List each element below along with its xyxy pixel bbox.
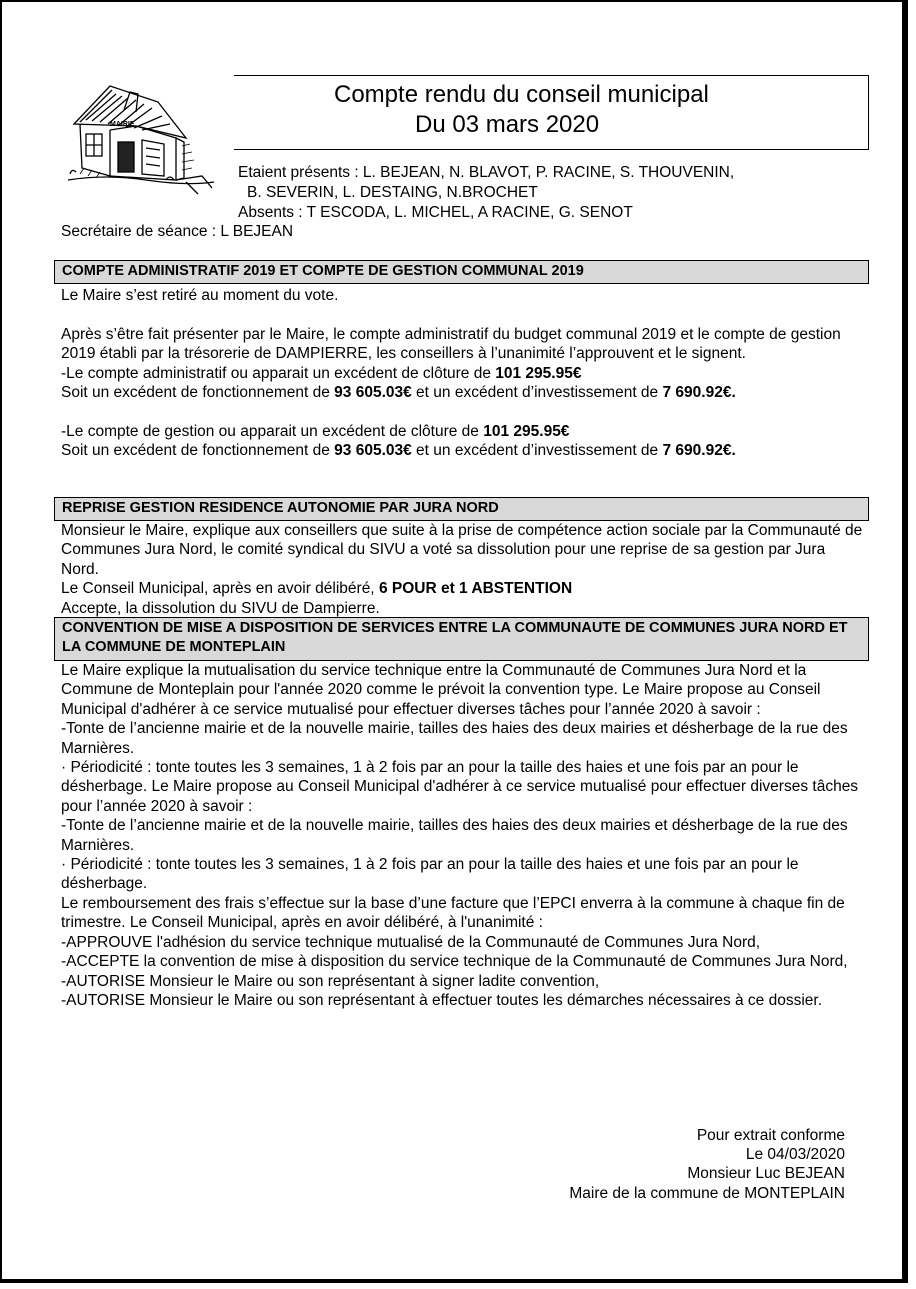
paragraph: -Le compte de gestion ou apparait un excédent de clôture de 101 295.95€ (61, 422, 570, 440)
svg-text:MAIRIE: MAIRIE (110, 121, 135, 128)
paragraph: Le Conseil Municipal, après en avoir délibéré, 6 POUR et 1 ABSTENTION (61, 580, 573, 598)
vote-result: 6 POUR et 1 ABSTENTION (378, 580, 573, 598)
amount: 101 295.95€ (483, 422, 570, 440)
mairie-logo (66, 76, 216, 198)
amount: 7 690.92€. (662, 442, 736, 460)
section-body-residence-autonomie (61, 521, 866, 618)
meeting-date: Du 03 mars 2020 (415, 111, 600, 138)
section-heading-compte-administratif: COMPTE ADMINISTRATIF 2019 ET COMPTE DE GESTION COMMUNAL 2019 (54, 260, 869, 284)
amount: 93 605.03€ (334, 442, 412, 460)
signature-date: Le 04/03/2020 (745, 1146, 845, 1164)
paragraph: Soit un excédent de fonctionnement de 93 605.03€ et un excédent d’investissement de 7 690.92€. (61, 442, 736, 460)
paragraph: Monsieur le Maire, explique aux conseillers que suite à la prise de compétence action sociale par la Communauté de Communes Jura Nord, le comité syndical du SIVU a voté sa dissolution pour une reprise de sa gestion par Jura Nord. (61, 522, 863, 578)
signatory-title: Maire de la commune de MONTEPLAIN (569, 1184, 845, 1202)
signature-line: Pour extrait conforme (696, 1127, 845, 1144)
paragraph: Le Maire explique la mutualisation du service technique entre la Communauté de Communes Jura Nord et la Commune de Monteplain pour l'année 2020 comme le prévoit la convention type. Le Maire propose au Conseil Municipal d'adhérer à ce service mutualisé pour effectuer diverses tâches pour l’année 2020 à savoir : (61, 662, 821, 718)
paragraph: -Tonte de l’ancienne mairie et de la nouvelle mairie, tailles des haies des deux mairies et désherbage de la rue des Marnières. (61, 817, 848, 854)
paragraph: Après s’être fait présenter par le Maire, le compte administratif du budget communal 2019 et le compte de gestion 2019 établi par la trésorerie de DAMPIERRE, les conseillers à l’unanimité l’approuvent et le signent. (61, 325, 841, 363)
paragraph: · Périodicité : tonte toutes les 3 semaines, 1 à 2 fois par an pour la taille des haies et une fois par an pour le désherbage. (61, 856, 799, 893)
paragraph: -APPROUVE l'adhésion du service technique mutualisé de la Communauté de Communes Jura Nord, (61, 933, 761, 951)
amount: 7 690.92€. (662, 384, 736, 402)
paragraph: Accepte, la dissolution du SIVU de Dampierre. (61, 599, 380, 617)
paragraph: -AUTORISE Monsieur le Maire ou son représentant à signer ladite convention, (61, 972, 600, 990)
section-heading-convention: CONVENTION DE MISE A DISPOSITION DE SERVICES ENTRE LA COMMUNAUTE DE COMMUNES JURA NORD ET LA COMMUNE DE MONTEPLAIN (54, 617, 869, 661)
paragraph: · Périodicité : tonte toutes les 3 semaines, 1 à 2 fois par an pour la taille des haies et une fois par an pour le désherbage. Le Maire propose au Conseil Municipal d'adhérer à ce service mutualisé pour effectuer diverses tâches pour l’année 2020 à savoir : (61, 759, 859, 815)
section-body-convention (61, 661, 866, 1010)
paragraph: -Tonte de l’ancienne mairie et de la nouvelle mairie, tailles des haies des deux mairies et désherbage de la rue des Marnières. (61, 720, 848, 757)
present-line-2: B. SEVERIN, L. DESTAING, N.BROCHET (247, 184, 538, 201)
paragraph: Le remboursement des frais s’effectue sur la base d’une facture que l’EPCI enverra à la commune à chaque fin de trimestre. Le Conseil Municipal, après en avoir délibéré, à l'unanimité : (61, 894, 845, 932)
absent-line: Absents : T ESCODA, L. MICHEL, A RACINE, G. SENOT (238, 204, 633, 221)
page-title: Compte rendu du conseil municipal (334, 81, 709, 108)
signatory-name: Monsieur Luc BEJEAN (687, 1165, 845, 1183)
signature-block (569, 1126, 845, 1203)
section-heading-residence-autonomie: REPRISE GESTION RESIDENCE AUTONOMIE PAR JURA NORD (54, 497, 869, 521)
section-body-compte-administratif (61, 286, 866, 461)
amount: 93 605.03€ (334, 384, 412, 402)
present-line-1: Etaient présents : L. BEJEAN, N. BLAVOT, P. RACINE, S. THOUVENIN, (238, 164, 735, 181)
paragraph: Le Maire s’est retiré au moment du vote. (61, 287, 339, 304)
paragraph: -AUTORISE Monsieur le Maire ou son représentant à effectuer toutes les démarches nécessaires à ce dossier. (61, 991, 823, 1009)
amount: 101 295.95€ (495, 364, 582, 382)
secretary-line: Secrétaire de séance : L BEJEAN (61, 223, 294, 240)
paragraph: -Le compte administratif ou apparait un excédent de clôture de 101 295.95€ (61, 364, 582, 382)
paragraph: Soit un excédent de fonctionnement de 93 605.03€ et un excédent d’investissement de 7 690.92€. (61, 384, 736, 402)
paragraph: -ACCEPTE la convention de mise à disposition du service technique de la Communauté de Communes Jura Nord, (61, 953, 848, 971)
